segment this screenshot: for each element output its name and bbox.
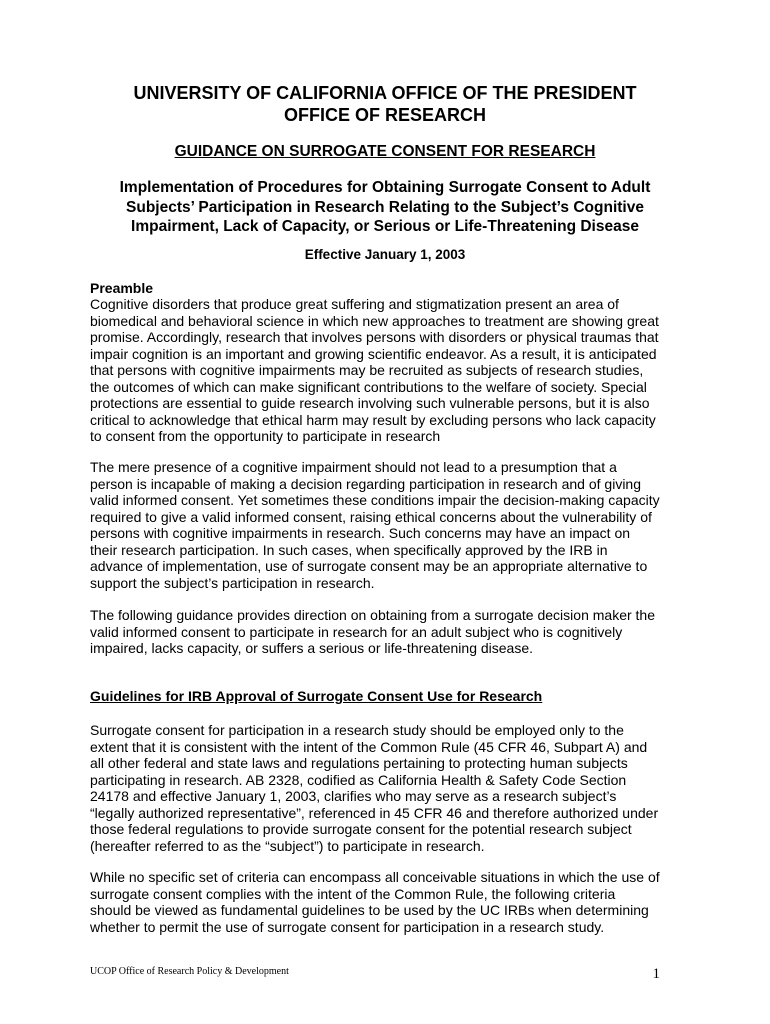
organization-title-line-2: OFFICE OF RESEARCH [283,105,486,125]
page-number: 1 [652,966,660,982]
implementation-title: Implementation of Procedures for Obtaining Surrogate Consent to Adult Subjects’ Participation in Research Relating to the Subject’s Cognitive Impairment, Lack of Capacity, or Serious or Life-Threatening Disease [119,179,651,235]
guidelines-heading: Guidelines for IRB Approval of Surrogate Consent Use for Research [90,688,543,704]
preamble-paragraph-3: The following guidance provides direction on obtaining from a surrogate decision maker the valid informed consent to participate in research for an adult subject who is cognitively impaired, lacks capacity, or suffers a serious or life-threatening disease. [90,607,655,656]
preamble-paragraph-1: Cognitive disorders that produce great suffering and stigmatization present an area of biomedical and behavioral science in which new approaches to treatment are showing great promise. Accordingly, research that involves persons with disorders or physical traumas that impair cognition is an important and growing scientific endeavor. As a result, it is anticipated that persons with cognitive impairments may be recruited as subjects of research studies, the outcomes of which can make significant contributions to the welfare of society. Special protections are essential to guide research involving such vulnerable persons, but it is also critical to acknowledge that ethical harm may result by excluding persons who lack capacity to consent from the opportunity to participate in research [90,296,659,444]
preamble-heading: Preamble [90,280,154,296]
organization-title-line-1: UNIVERSITY OF CALIFORNIA OFFICE OF THE PRESIDENT [133,83,637,103]
preamble-paragraph-2: The mere presence of a cognitive impairment should not lead to a presumption that a person is incapable of making a decision regarding participation in research and of giving valid informed consent. Yet sometimes these conditions impair the decision-making capacity required to give a valid informed consent, raising ethical concerns about the vulnerability of persons with cognitive impairments in research. Such concerns may have an impact on their research participation. In such cases, when specifically approved by the IRB in advance of implementation, use of surrogate consent may be an appropriate alternative to support the subject’s participation in research. [90,459,660,591]
guidance-subtitle: GUIDANCE ON SURROGATE CONSENT FOR RESEARCH [174,143,596,160]
guidelines-paragraph-1: Surrogate consent for participation in a research study should be employed only to the extent that it is consistent with the intent of the Common Rule (45 CFR 46, Subpart A) and all other federal and state laws and regulations pertaining to protecting human subjects participating in research. AB 2328, codified as California Health & Safety Code Section 24178 and effective January 1, 2003, clarifies who may serve as a research subject’s “legally authorized representative”, referenced in 45 CFR 46 and therefore authorized under those federal regulations to provide surrogate consent for the potential research subject (hereafter referred to as the “subject”) to participate in research. [90,722,659,854]
effective-date: Effective January 1, 2003 [304,247,466,262]
guidelines-paragraph-2: While no specific set of criteria can encompass all conceivable situations in which the use of surrogate consent complies with the intent of the Common Rule, the following criteria should be viewed as fundamental guidelines to be used by the UC IRBs when determining whether to permit the use of surrogate consent for participation in a research study. [90,869,660,935]
footer-office-name: UCOP Office of Research Policy & Development [90,966,289,977]
